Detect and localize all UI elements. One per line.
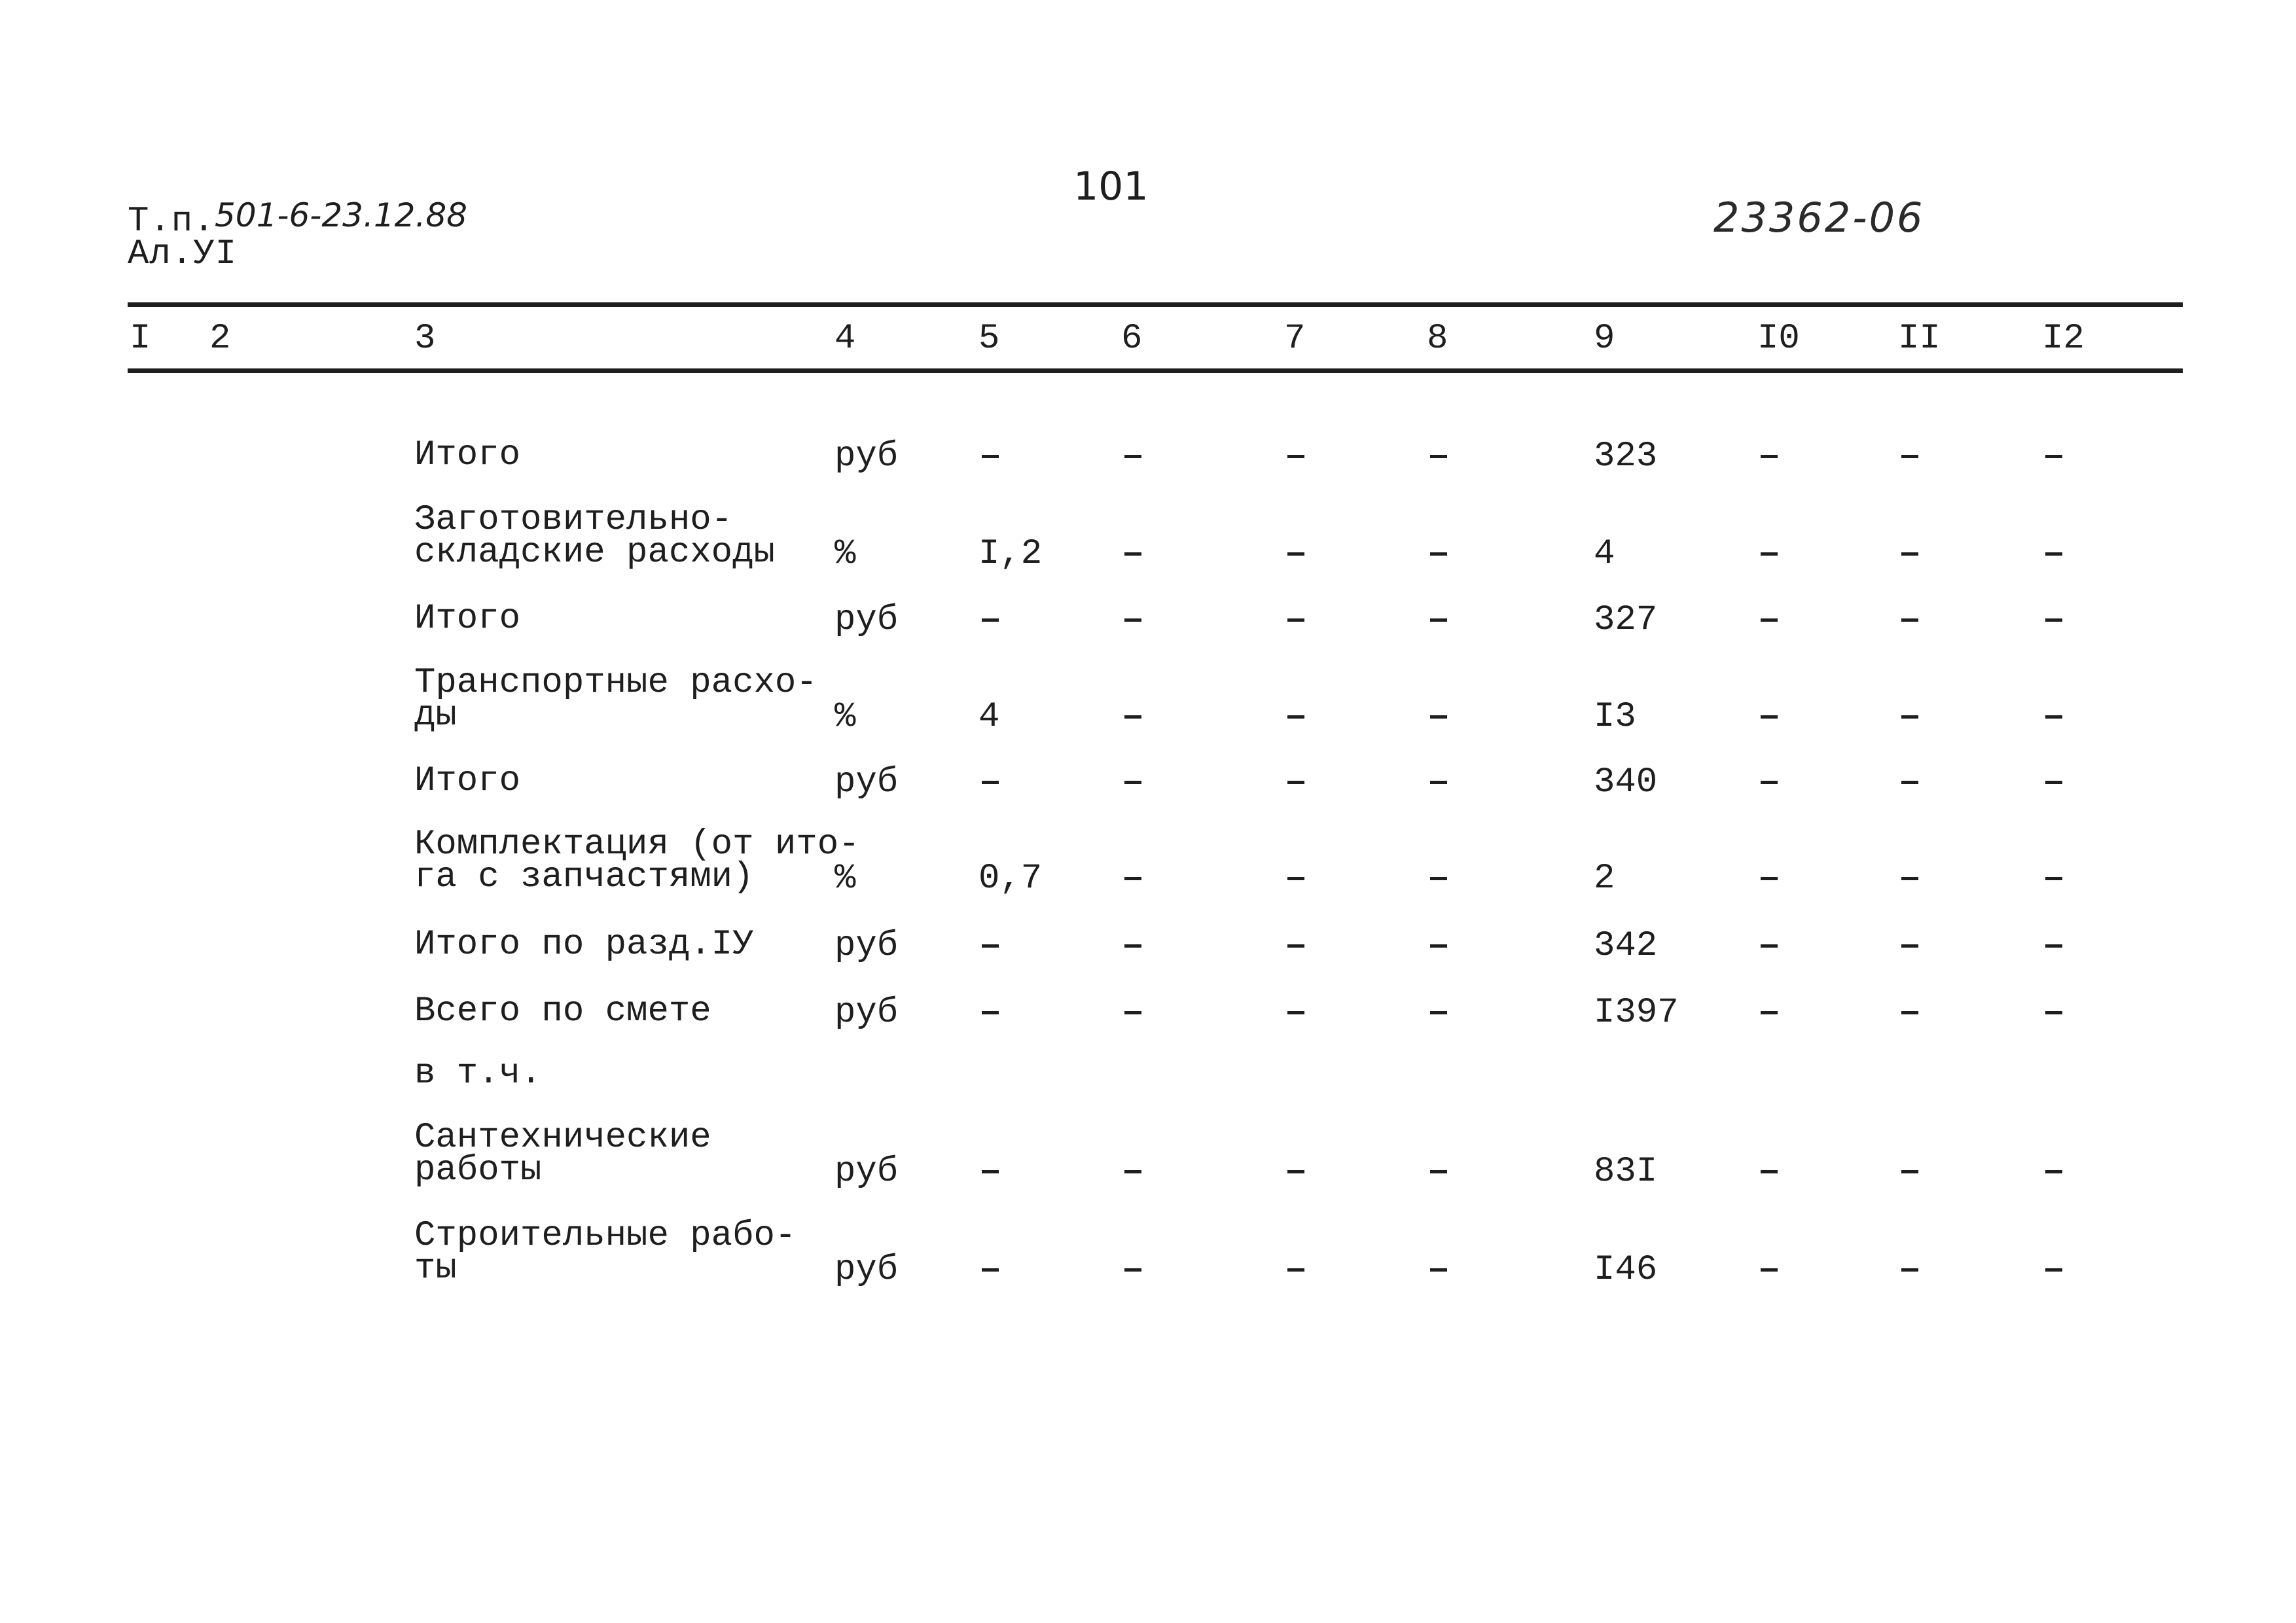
dash-mark-c12 (2045, 1170, 2062, 1173)
dash-mark-c10 (1761, 455, 1778, 458)
dash-mark-c7 (1287, 618, 1304, 622)
dash-mark-c10 (1761, 1011, 1778, 1014)
unit-cell: % (834, 697, 856, 737)
dash-mark-c7 (1287, 781, 1304, 784)
dash-mark-c10 (1761, 944, 1778, 948)
dash-mark-c5 (982, 618, 999, 622)
row-description: Транспортные расхо- ды (414, 663, 817, 736)
dash-mark-c11 (1901, 455, 1918, 458)
row-description: Всего по смете (414, 991, 711, 1031)
dash-mark-c11 (1901, 944, 1918, 948)
dash-mark-c11 (1901, 1170, 1918, 1173)
column-header-1: I (130, 319, 151, 359)
dash-mark-c7 (1287, 455, 1304, 458)
dash-mark-c6 (1124, 781, 1141, 784)
unit-cell: % (834, 859, 856, 899)
dash-mark-c12 (2045, 944, 2062, 948)
dash-mark-c7 (1287, 1268, 1304, 1272)
unit-cell: руб (834, 926, 899, 966)
dash-mark-c5 (982, 781, 999, 784)
row-description: Заготовительно- складские расходы (414, 500, 775, 573)
unit-cell: руб (834, 1250, 899, 1290)
table-top-rule (128, 302, 2183, 307)
dash-mark-c8 (1430, 1170, 1447, 1173)
dash-mark-c10 (1761, 552, 1778, 556)
row-description: Итого (414, 435, 521, 475)
dash-mark-c5 (982, 1268, 999, 1272)
tp-handwritten-number: 501-6-23.12.88 (215, 196, 467, 234)
dash-mark-c8 (1430, 552, 1447, 556)
dash-mark-c12 (2045, 715, 2062, 719)
row-description: Итого (414, 761, 521, 801)
dash-mark-c5 (982, 455, 999, 458)
dash-mark-c6 (1124, 715, 1141, 719)
dash-mark-c10 (1761, 618, 1778, 622)
page-number: 101 (1073, 164, 1149, 209)
dash-mark-c6 (1124, 455, 1141, 458)
dash-mark-c6 (1124, 1268, 1141, 1272)
dash-mark-c8 (1430, 877, 1447, 880)
tp-label: Т.п. (128, 202, 215, 241)
dash-mark-c5 (982, 1011, 999, 1014)
dash-mark-c7 (1287, 944, 1304, 948)
dash-mark-c6 (1124, 1170, 1141, 1173)
unit-cell: руб (834, 600, 899, 640)
value-cell-c5: I,2 (978, 534, 1043, 574)
dash-mark-c11 (1901, 1268, 1918, 1272)
value-cell-c9: 342 (1594, 926, 1658, 966)
dash-mark-c12 (2045, 781, 2062, 784)
dash-mark-c8 (1430, 618, 1447, 622)
value-cell-c9: 83I (1594, 1152, 1658, 1192)
column-header-3: 3 (414, 319, 436, 359)
value-cell-c9: 323 (1594, 437, 1658, 476)
dash-mark-c12 (2045, 618, 2062, 622)
dash-mark-c10 (1761, 1268, 1778, 1272)
row-description: Итого по разд.IУ (414, 925, 754, 965)
column-header-12: I2 (2042, 319, 2085, 359)
dash-mark-c8 (1430, 781, 1447, 784)
unit-cell: руб (834, 437, 899, 476)
dash-mark-c6 (1124, 944, 1141, 948)
row-description: Сантехнические работы (414, 1118, 711, 1190)
dash-mark-c8 (1430, 715, 1447, 719)
dash-mark-c12 (2045, 1268, 2062, 1272)
dash-mark-c11 (1901, 1011, 1918, 1014)
dash-mark-c6 (1124, 1011, 1141, 1014)
dash-mark-c5 (982, 1170, 999, 1173)
column-header-11: II (1898, 319, 1941, 359)
dash-mark-c11 (1901, 552, 1918, 556)
dash-mark-c8 (1430, 1011, 1447, 1014)
row-description: Комплектация (от ито- га с запчастями) (414, 825, 860, 897)
value-cell-c9: 340 (1594, 762, 1658, 802)
dash-mark-c12 (2045, 877, 2062, 880)
dash-mark-c7 (1287, 552, 1304, 556)
row-description: в т.ч. (414, 1054, 542, 1094)
dash-mark-c6 (1124, 618, 1141, 622)
dash-mark-c11 (1901, 781, 1918, 784)
unit-cell: руб (834, 762, 899, 802)
sheet-label: Ал.УI (128, 234, 238, 274)
dash-mark-c8 (1430, 944, 1447, 948)
value-cell-c9: I46 (1594, 1250, 1658, 1290)
dash-mark-c6 (1124, 552, 1141, 556)
value-cell-c9: 4 (1594, 534, 1615, 574)
column-header-7: 7 (1284, 319, 1306, 359)
column-header-4: 4 (834, 319, 856, 359)
table-header-rule (128, 368, 2183, 373)
dash-mark-c7 (1287, 1170, 1304, 1173)
dash-mark-c11 (1901, 877, 1918, 880)
column-header-8: 8 (1427, 319, 1448, 359)
row-description: Строительные рабо- ты (414, 1216, 797, 1289)
column-header-2: 2 (209, 319, 231, 359)
unit-cell: % (834, 534, 856, 574)
value-cell-c9: 2 (1594, 859, 1615, 899)
value-cell-c9: I3 (1594, 697, 1636, 737)
column-header-6: 6 (1121, 319, 1143, 359)
dash-mark-c7 (1287, 1011, 1304, 1014)
unit-cell: руб (834, 993, 899, 1033)
dash-mark-c8 (1430, 455, 1447, 458)
dash-mark-c10 (1761, 877, 1778, 880)
dash-mark-c5 (982, 944, 999, 948)
column-header-5: 5 (978, 319, 1000, 359)
dash-mark-c12 (2045, 1011, 2062, 1014)
dash-mark-c10 (1761, 715, 1778, 719)
column-header-10: I0 (1757, 319, 1800, 359)
dash-mark-c10 (1761, 781, 1778, 784)
dash-mark-c12 (2045, 455, 2062, 458)
dash-mark-c10 (1761, 1170, 1778, 1173)
dash-mark-c11 (1901, 618, 1918, 622)
document-number: 23362-06 (1713, 194, 1925, 241)
value-cell-c9: 327 (1594, 600, 1658, 640)
unit-cell: руб (834, 1152, 899, 1192)
row-description: Итого (414, 599, 521, 639)
dash-mark-c11 (1901, 715, 1918, 719)
column-header-9: 9 (1594, 319, 1615, 359)
dash-mark-c7 (1287, 877, 1304, 880)
value-cell-c9: I397 (1594, 993, 1679, 1033)
dash-mark-c6 (1124, 877, 1141, 880)
value-cell-c5: 4 (978, 697, 1000, 737)
dash-mark-c12 (2045, 552, 2062, 556)
dash-mark-c8 (1430, 1268, 1447, 1272)
dash-mark-c7 (1287, 715, 1304, 719)
value-cell-c5: 0,7 (978, 859, 1043, 899)
